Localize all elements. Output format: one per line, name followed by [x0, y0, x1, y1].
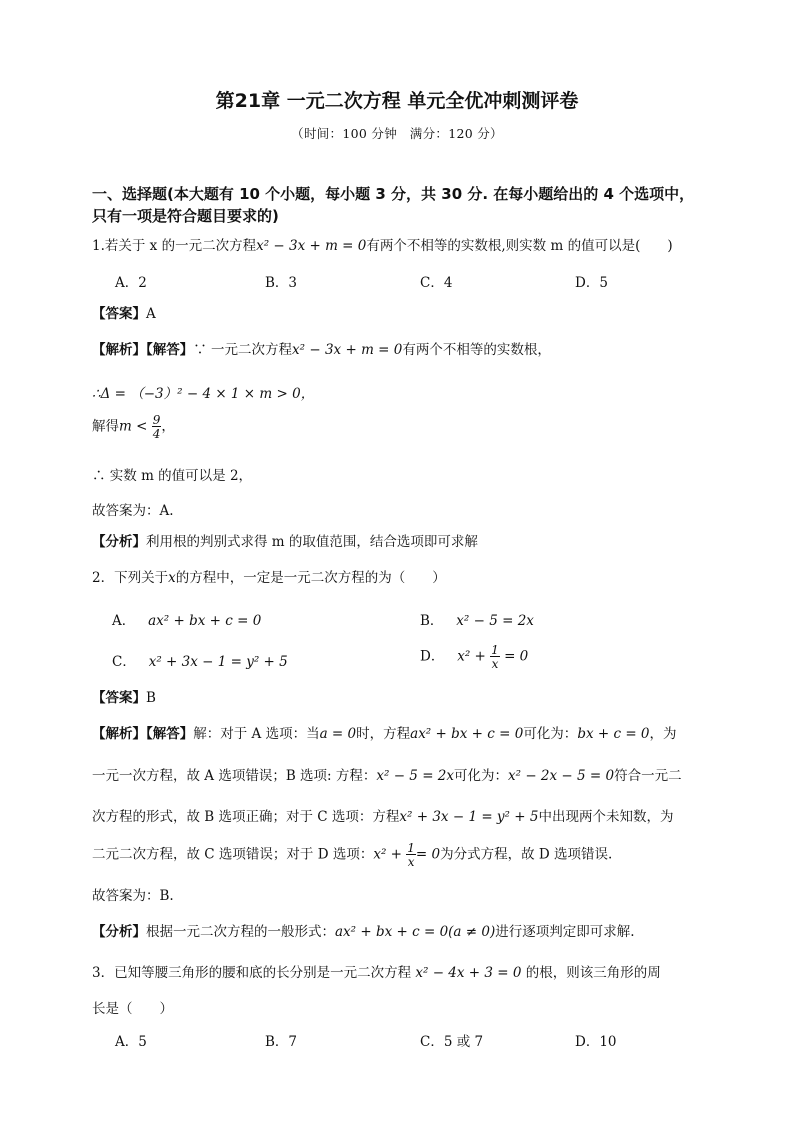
- q1-step-conclusion: ∴ 实数 m 的值可以是 2，: [92, 468, 253, 484]
- fraction-nine-fourths: $\frac{9}{4}$: [152, 413, 161, 441]
- q1-option-a: A．2: [115, 275, 147, 291]
- q1-step-solve-text: 解得: [92, 418, 119, 435]
- q2-final-answer: 故答案为：B.: [92, 888, 174, 904]
- q2-option-a: A． ax² + bx + c = 0: [112, 613, 262, 629]
- q1-step-solve: 解得m < $\frac{9}{4}$ ，: [92, 413, 175, 441]
- q1-step-discriminant: ∴Δ = （−3）² − 4 × 1 × m > 0，: [92, 386, 315, 402]
- q3-stem-line-2: 长是（ ）: [92, 1001, 173, 1017]
- section-heading-line-2: 只有一项是符合题目要求的): [92, 207, 279, 225]
- q1-option-c: C．4: [420, 275, 453, 291]
- answer-tag: 【答案】: [92, 306, 146, 322]
- q3-option-b: B．7: [265, 1034, 298, 1050]
- q1-fenxi: [92, 530, 478, 550]
- q3-option-c: C．5 或 7: [420, 1034, 484, 1050]
- q2-analysis-line-3: 次方程的形式，故 B 选项正确；对于 C 选项：方程x² + 3x − 1 = y² + 5中出现两个未知数，为: [92, 809, 674, 825]
- q1-stem: [92, 234, 673, 254]
- q2-analysis-line-4: 二元二次方程，故 C 选项错误；对于 D 选项：x² + $\frac{1}{x}$ = 0为分式方程，故 D 选项错误.: [92, 841, 613, 869]
- q3-option-d: D．10: [575, 1034, 617, 1050]
- q1-fenxi-text: 利用根的判别式求得 m 的取值范围，结合选项即可求解: [146, 534, 478, 550]
- q1-stem-text-a: 1.若关于 x 的一元二次方程: [92, 238, 257, 254]
- q1-final-answer: 故答案为：A.: [92, 503, 174, 519]
- q1-stem-text-b: 有两个不相等的实数根,则实数 m 的值可以是( ): [366, 238, 673, 254]
- q2-option-d: D． x² + $\frac{1}{x}$ = 0: [420, 643, 529, 671]
- q1-option-d: D．5: [575, 275, 608, 291]
- q2-stem: 2．下列关于x的方程中，一定是一元二次方程的为（ ）: [92, 570, 446, 586]
- q1-step-solve-m: m <: [119, 418, 148, 435]
- q1-analysis-equation: x² − 3x + m = 0: [292, 342, 403, 358]
- q1-analysis: [92, 338, 551, 358]
- q2-fenxi: 【分析】根据一元二次方程的一般形式：ax² + bx + c = 0(a ≠ 0)进行逐项判定即可求解.: [92, 924, 635, 940]
- fenxi-tag: 【分析】: [92, 534, 146, 550]
- fraction-one-over-x: $\frac{1}{x}$: [407, 841, 415, 869]
- q1-answer-value: A: [146, 306, 156, 322]
- page-title: 第21章 一元二次方程 单元全优冲刺测评卷: [215, 90, 579, 112]
- q2-answer-value: B: [146, 690, 156, 706]
- q1-option-b: B．3: [265, 275, 298, 291]
- analysis-tag: 【解析】【解答】: [92, 726, 194, 742]
- analysis-tag: 【解析】【解答】: [92, 342, 194, 358]
- q3-stem-line-1: 3．已知等腰三角形的腰和底的长分别是一元二次方程 x² − 4x + 3 = 0 的根，则该三角形的周: [92, 965, 661, 981]
- q1-answer: [92, 302, 156, 322]
- q3-option-a: A．5: [115, 1034, 147, 1050]
- fraction-one-over-x: $\frac{1}{x}$: [491, 643, 499, 671]
- q1-equation: x² − 3x + m = 0: [256, 238, 367, 254]
- q2-analysis-line-1: 【解析】【解答】解：对于 A 选项：当a = 0时，方程ax² + bx + c = 0可化为：bx + c = 0，为: [92, 726, 677, 742]
- fenxi-tag: 【分析】: [92, 924, 146, 940]
- q2-answer: [92, 686, 156, 706]
- answer-tag: 【答案】: [92, 690, 146, 706]
- section-heading-line-1: 一、选择题(本大题有 10 个小题，每小题 3 分，共 30 分. 在每小题给出的 4 个选项中，: [92, 185, 695, 203]
- q2-option-c: C． x² + 3x − 1 = y² + 5: [112, 654, 288, 670]
- q1-analysis-a: ∵ 一元二次方程: [193, 342, 293, 358]
- exam-time-score: （时间：100 分钟 满分：120 分）: [291, 126, 503, 141]
- q1-analysis-b: 有两个不相等的实数根，: [402, 342, 551, 358]
- q2-analysis-line-2: 一元一次方程，故 A 选项错误；B 选项: 方程：x² − 5 = 2x可化为：x² − 2x − 5 = 0符合一元二: [92, 768, 682, 784]
- q2-option-b: B． x² − 5 = 2x: [420, 613, 534, 629]
